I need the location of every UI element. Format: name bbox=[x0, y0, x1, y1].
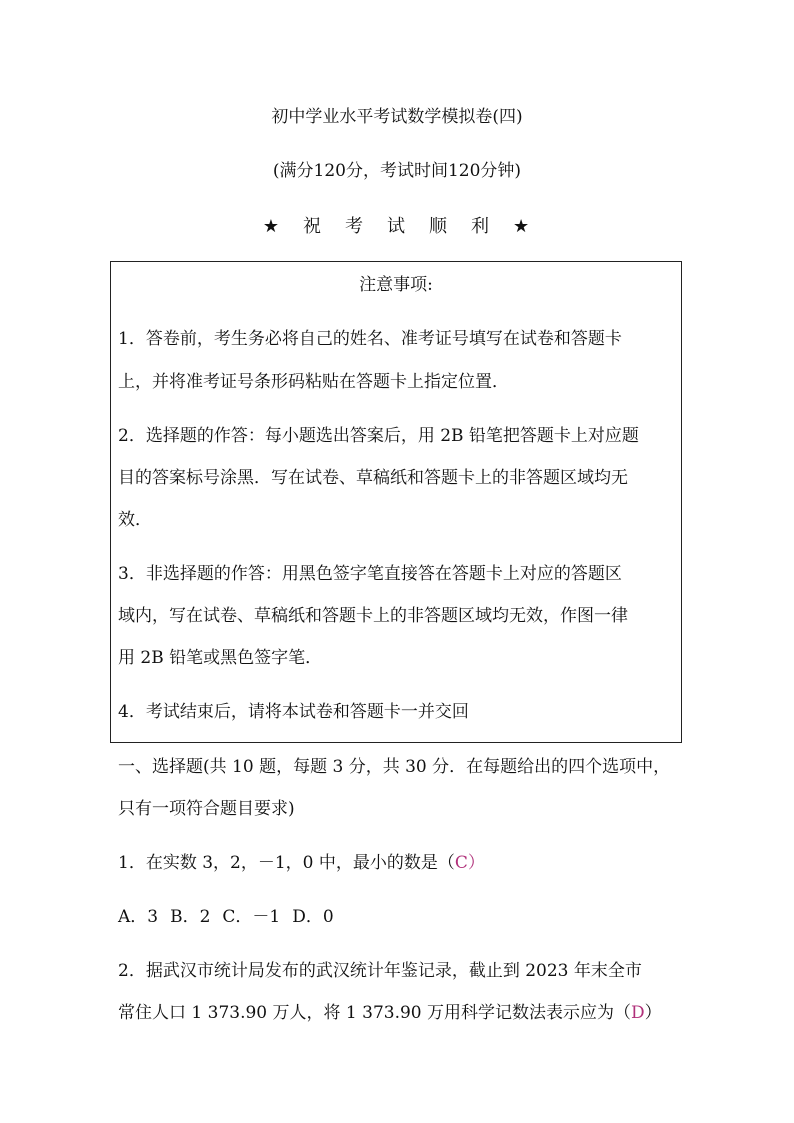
exam-info: (满分120分，考试时间120分钟) bbox=[272, 161, 522, 181]
option-d: D．0 bbox=[292, 907, 334, 927]
section-heading-cont: 只有一项符合题目要求) bbox=[118, 799, 295, 819]
question-2-cont bbox=[118, 1000, 662, 1026]
wish-char: 试 bbox=[387, 216, 407, 237]
question-1-answer: C bbox=[454, 853, 468, 873]
notice-line: 效． bbox=[118, 510, 152, 530]
notice-line: 目的答案标号涂黑．写在试卷、草稿纸和答题卡上的非答题区域均无 bbox=[118, 468, 628, 488]
question-1-close: ） bbox=[467, 853, 485, 873]
wish-char: 祝 bbox=[303, 216, 323, 237]
question-2: 2．据武汉市统计局发布的武汉统计年鉴记录，截止到 2023 年末全市 bbox=[118, 961, 642, 981]
question-1 bbox=[118, 850, 485, 876]
wish-char: 利 bbox=[471, 216, 491, 237]
question-2-close: ） bbox=[644, 1003, 662, 1023]
notice-line: 1．答卷前，考生务必将自己的姓名、准考证号填写在试卷和答题卡 bbox=[118, 329, 622, 349]
notice-line: 4．考试结束后，请将本试卷和答题卡一并交回 bbox=[118, 702, 469, 722]
notice-line: 域内，写在试卷、草稿纸和答题卡上的非答题区域均无效，作图一律 bbox=[118, 606, 628, 626]
wish-char: 考 bbox=[345, 216, 365, 237]
section-heading: 一、选择题(共 10 题，每题 3 分，共 30 分．在每题给出的四个选项中， bbox=[118, 757, 671, 777]
star-icon: ★ bbox=[513, 216, 532, 237]
notice-line: 3．非选择题的作答：用黑色签字笔直接答在答题卡上对应的答题区 bbox=[118, 564, 622, 584]
good-luck-line bbox=[0, 213, 794, 241]
wish-char: 顺 bbox=[429, 216, 449, 237]
star-icon: ★ bbox=[262, 216, 281, 237]
question-1-options bbox=[118, 904, 334, 930]
option-b: B．2 bbox=[170, 907, 211, 927]
page-title: 初中学业水平考试数学模拟卷(四) bbox=[271, 107, 523, 127]
option-c: C．－1 bbox=[222, 907, 281, 927]
question-1-stem: 1．在实数 3，2，－1，0 中，最小的数是（ bbox=[118, 853, 455, 873]
notice-title: 注意事项: bbox=[359, 275, 433, 295]
option-a: A．3 bbox=[118, 907, 159, 927]
notice-line: 2．选择题的作答：每小题选出答案后，用 2B 铅笔把答题卡上对应题 bbox=[118, 426, 639, 446]
notice-line: 上，并将准考证号条形码粘贴在答题卡上指定位置． bbox=[118, 372, 509, 392]
notice-line: 用 2B 铅笔或黑色签字笔． bbox=[118, 648, 323, 668]
notice-box bbox=[110, 261, 682, 743]
question-2-answer: D bbox=[631, 1003, 645, 1023]
question-2-stem: 常住人口 1 373.90 万人，将 1 373.90 万用科学记数法表示应为（ bbox=[118, 1003, 632, 1023]
